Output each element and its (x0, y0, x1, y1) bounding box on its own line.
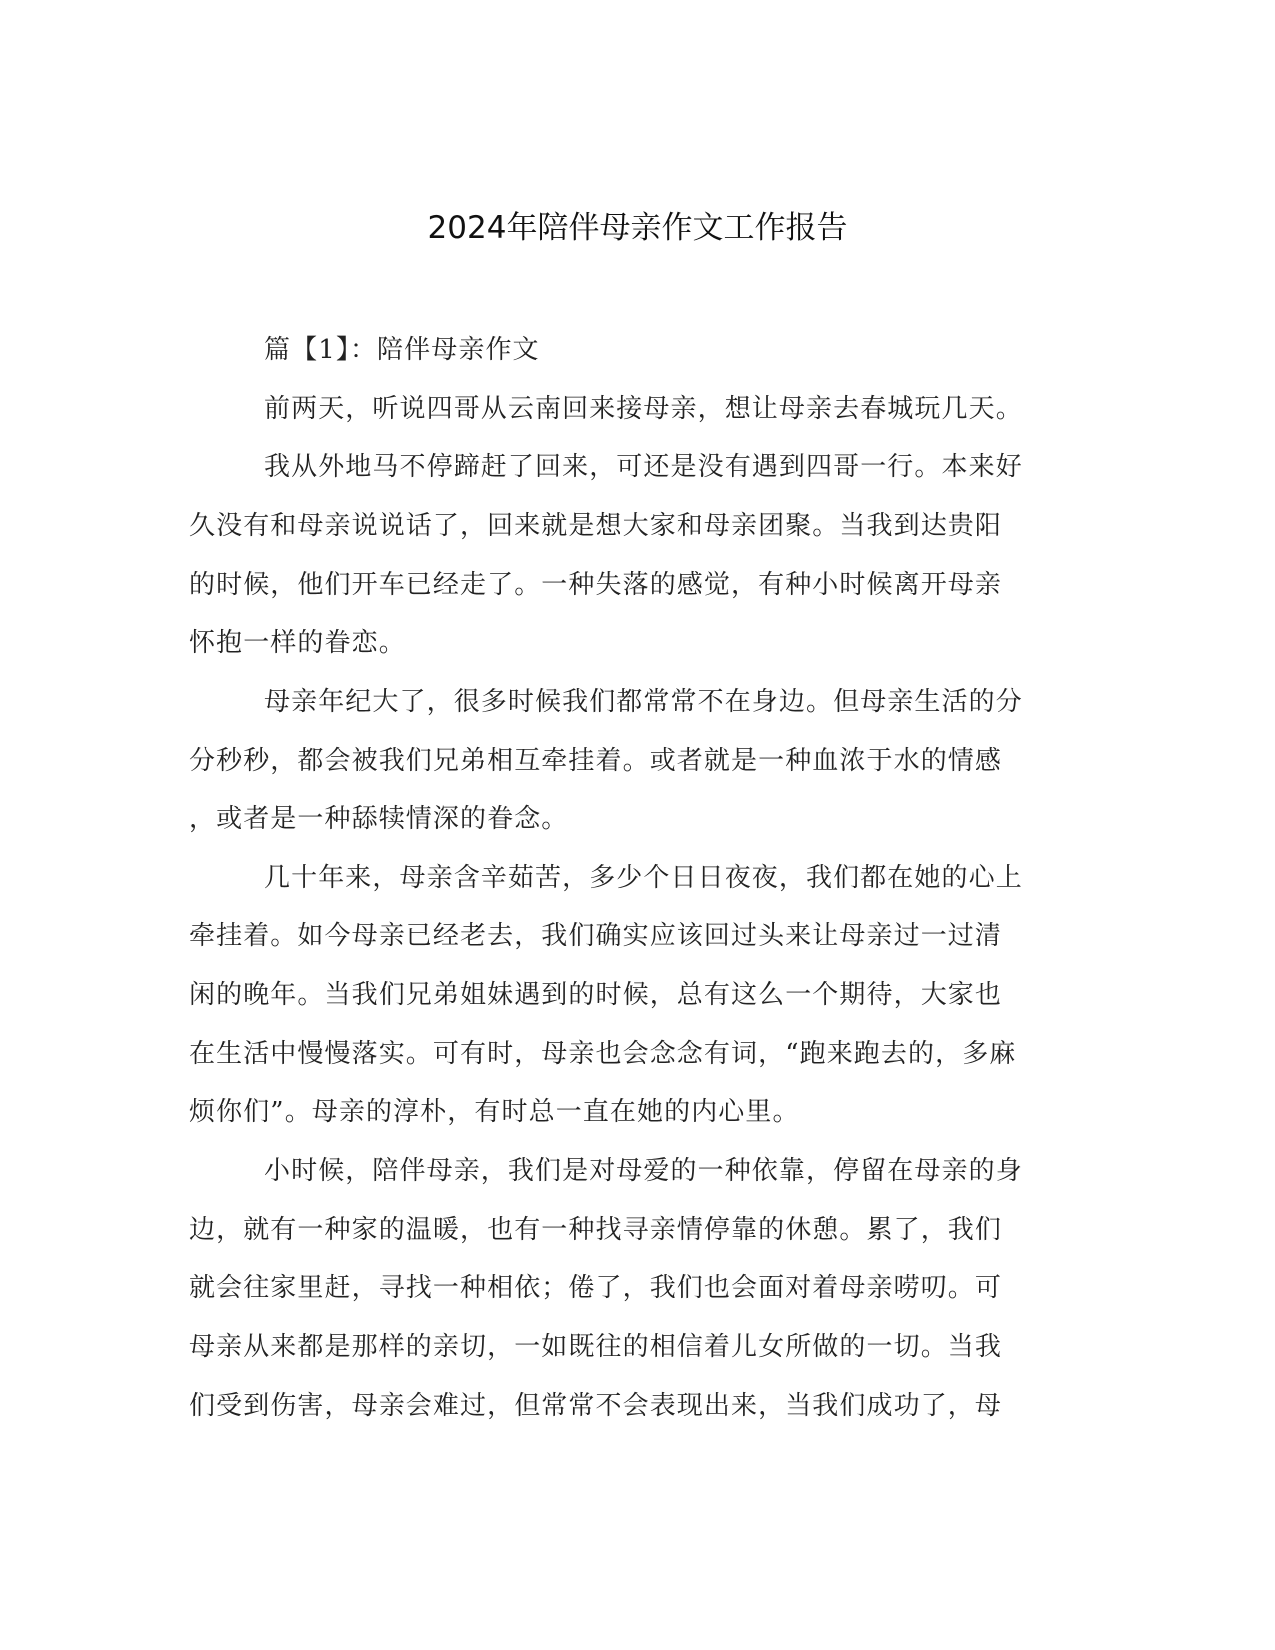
paragraph-line: 的时候，他们开车已经走了。一种失落的感觉，有种小时候离开母亲 (189, 570, 1003, 600)
paragraph-line: 几十年来，母亲含辛茹苦，多少个日日夜夜，我们都在她的心上 (264, 863, 1023, 893)
paragraph-line: 边，就有一种家的温暖，也有一种找寻亲情停靠的休憩。累了，我们 (189, 1215, 1003, 1245)
paragraph-line: 小时候，陪伴母亲，我们是对母爱的一种依靠，停留在母亲的身 (264, 1156, 1023, 1186)
paragraph-line: 分秒秒，都会被我们兄弟相互牵挂着。或者就是一种血浓于水的情感 (189, 746, 1003, 776)
paragraph-line: 前两天，听说四哥从云南回来接母亲，想让母亲去春城玩几天。 (264, 394, 1023, 424)
paragraph-line: 们受到伤害，母亲会难过，但常常不会表现出来，当我们成功了，母 (189, 1391, 1003, 1421)
paragraph-line: 我从外地马不停蹄赶了回来，可还是没有遇到四哥一行。本来好 (264, 452, 1023, 482)
paragraph-line: 母亲从来都是那样的亲切，一如既往的相信着儿女所做的一切。当我 (189, 1332, 1003, 1362)
document-title: 2024年陪伴母亲作文工作报告 (427, 210, 848, 246)
paragraph-line: 母亲年纪大了，很多时候我们都常常不在身边。但母亲生活的分 (264, 687, 1023, 717)
paragraph-line: 烦你们”。母亲的淳朴，有时总一直在她的内心里。 (189, 1097, 800, 1127)
paragraph-line: 牵挂着。如今母亲已经老去，我们确实应该回过头来让母亲过一过清 (189, 921, 1003, 951)
paragraph-line: ，或者是一种舔犊情深的眷念。 (189, 804, 569, 834)
paragraph-line: 在生活中慢慢落实。可有时，母亲也会念念有词，“跑来跑去的，多麻 (189, 1039, 1017, 1069)
paragraph-line: 就会往家里赶，寻找一种相依；倦了，我们也会面对着母亲唠叨。可 (189, 1273, 1003, 1303)
section-heading: 篇【1】：陪伴母亲作文 (264, 335, 540, 365)
paragraph-line: 怀抱一样的眷恋。 (189, 628, 406, 658)
paragraph-line: 久没有和母亲说说话了，回来就是想大家和母亲团聚。当我到达贵阳 (189, 511, 1003, 541)
paragraph-line: 闲的晚年。当我们兄弟姐妹遇到的时候，总有这么一个期待，大家也 (189, 980, 1003, 1010)
